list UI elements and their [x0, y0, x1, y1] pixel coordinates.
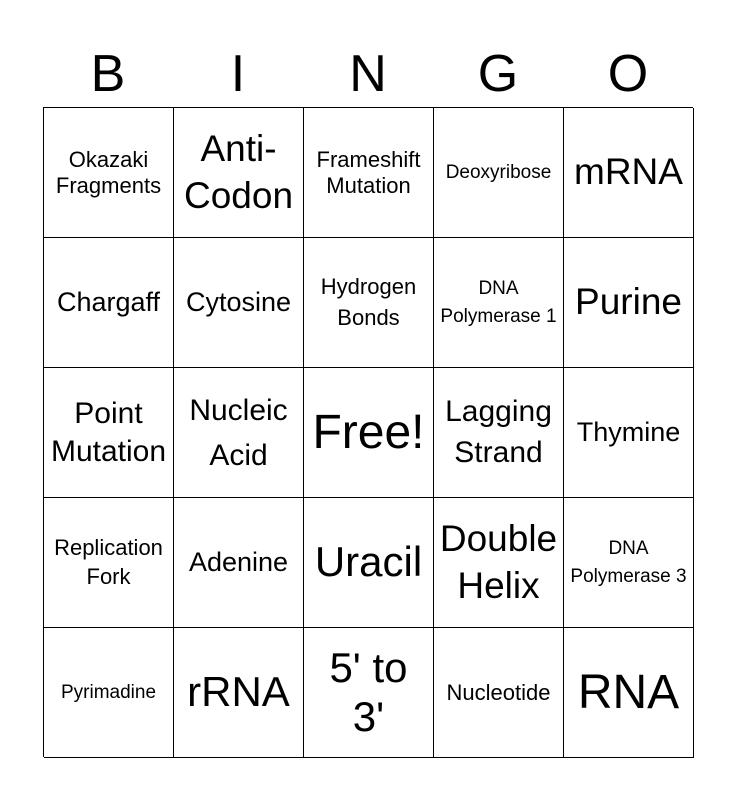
cell-label: Purine: [575, 281, 682, 323]
bingo-cell[interactable]: [174, 498, 304, 628]
cell-label: Lagging Strand: [445, 395, 552, 469]
cell-label: 5' to 3': [329, 644, 408, 740]
cell-label: Uracil: [314, 538, 423, 586]
cell-label: Anti-Codon: [183, 128, 294, 216]
cell-label: Chargaff: [56, 286, 161, 317]
bingo-cell[interactable]: [304, 238, 434, 368]
cell-label: Deoxyribose: [445, 161, 552, 183]
cell-label: Nucleotide: [446, 679, 551, 705]
cell-label: Adenine: [188, 546, 289, 577]
cell-label: Thymine: [576, 416, 681, 447]
header-letter-b: B: [90, 45, 126, 103]
bingo-board: [43, 107, 693, 757]
cell-label: Frameshift Mutation: [316, 147, 421, 198]
bingo-cell[interactable]: [564, 368, 694, 498]
cell-label: Point Mutation: [50, 397, 167, 468]
header-letter-g: G: [477, 45, 519, 103]
bingo-cell[interactable]: [434, 628, 564, 758]
bingo-cell[interactable]: [434, 238, 564, 368]
bingo-cell[interactable]: [564, 108, 694, 238]
bingo-cell[interactable]: [434, 108, 564, 238]
cell-label: rRNA: [187, 668, 290, 716]
bingo-cell[interactable]: [304, 498, 434, 628]
bingo-cell[interactable]: [304, 628, 434, 758]
header-letter-i: I: [230, 45, 246, 103]
bingo-cell[interactable]: [564, 498, 694, 628]
cell-label: Nucleic Acid: [189, 393, 288, 472]
bingo-cell[interactable]: [44, 628, 174, 758]
bingo-cell[interactable]: [304, 108, 434, 238]
bingo-cell[interactable]: [174, 108, 304, 238]
bingo-cell[interactable]: [304, 368, 434, 498]
cell-label: Cytosine: [185, 286, 292, 317]
bingo-cell[interactable]: [174, 628, 304, 758]
cell-label: DNA Polymerase 1: [440, 277, 557, 327]
bingo-cell[interactable]: [434, 498, 564, 628]
cell-label: Double Helix: [439, 518, 558, 606]
cell-label: Hydrogen Bonds: [320, 273, 417, 330]
bingo-cell[interactable]: [44, 368, 174, 498]
cell-label: RNA: [577, 665, 680, 719]
bingo-cell[interactable]: [564, 238, 694, 368]
bingo-cell[interactable]: [434, 368, 564, 498]
cell-label: DNA Polymerase 3: [570, 537, 687, 587]
bingo-cell[interactable]: [44, 108, 174, 238]
bingo-cell[interactable]: [44, 238, 174, 368]
bingo-cell[interactable]: [174, 368, 304, 498]
header-letter-n: N: [349, 45, 387, 103]
cell-label: mRNA: [574, 151, 683, 193]
free-space-label: Free!: [312, 405, 425, 459]
cell-label: Replication Fork: [54, 534, 163, 589]
bingo-cell[interactable]: [564, 628, 694, 758]
bingo-cell[interactable]: [174, 238, 304, 368]
bingo-header: [43, 42, 693, 106]
bingo-cell[interactable]: [44, 498, 174, 628]
header-letter-o: O: [607, 45, 649, 103]
cell-label: Pyrimadine: [60, 681, 157, 703]
cell-label: Okazaki Fragments: [55, 147, 162, 198]
